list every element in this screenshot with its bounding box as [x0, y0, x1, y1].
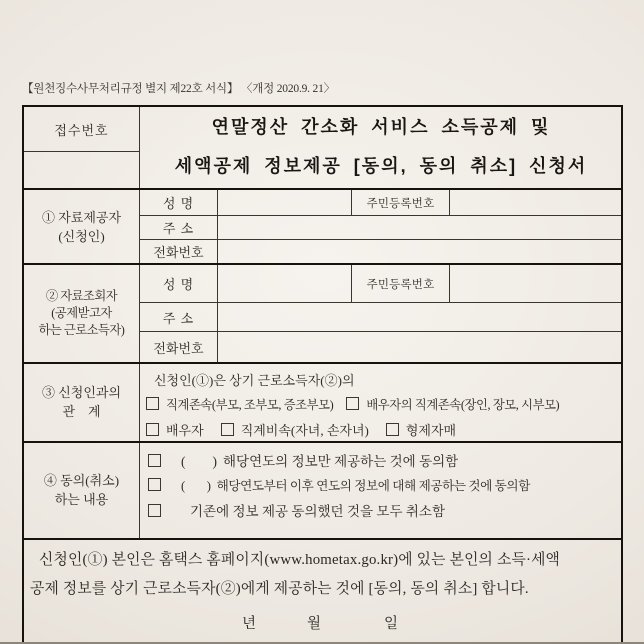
- inquirer-phone-field[interactable]: [218, 332, 621, 362]
- date-day-label: 일: [384, 616, 399, 632]
- checkbox-consent-future-years[interactable]: [148, 478, 161, 491]
- declaration-line2: 공제 정보를 상기 근로소득자(②)에게 제공하는 것에 [동의, 동의 취소] 합니다.: [30, 581, 529, 597]
- option-label: 해당연도부터 이후 연도의 정보에 대해 제공하는 것에 동의함: [216, 479, 530, 493]
- inquirer-name-field[interactable]: [218, 265, 351, 302]
- provider-rrn-label: 주민등록번호: [366, 197, 435, 210]
- consent-option-cancel-all[interactable]: [148, 499, 619, 524]
- inquirer-name-label: 성 명: [162, 277, 195, 292]
- relationship-label-line1: ③ 신청인과의: [41, 385, 122, 400]
- relationship-option-lineal-ascendant[interactable]: [146, 398, 333, 412]
- consent-option-current-year[interactable]: [148, 449, 619, 474]
- section-provider-label: [24, 190, 139, 263]
- checkbox-spouse[interactable]: [146, 423, 159, 436]
- declaration-line1: 신청인(①) 본인은 홈택스 홈페이지(www.hometax.go.kr)에 있는 본인의 소득·세액: [39, 552, 561, 568]
- option-label: 기존에 정보 제공 동의했던 것을 모두 취소함: [190, 504, 445, 519]
- consent-label-line1: ④ 동의(취소): [43, 473, 120, 488]
- inquirer-address-field[interactable]: [218, 303, 621, 331]
- checkbox-sibling[interactable]: [386, 423, 399, 436]
- grid-line-h-s4-bottom: [24, 538, 621, 540]
- date-month-label: 월: [307, 616, 322, 632]
- receipt-number-label: 접수번호: [54, 122, 109, 138]
- date-year-label: 년: [242, 616, 257, 632]
- provider-address-label: 주 소: [162, 221, 195, 236]
- checkbox-consent-cancel-all[interactable]: [148, 504, 161, 517]
- relationship-option-row1: [146, 393, 619, 418]
- relationship-label-line2: 관 계: [62, 404, 101, 419]
- relationship-options: [146, 368, 619, 443]
- table-border-right: [621, 105, 623, 644]
- consent-options: [148, 449, 619, 524]
- form-title-line1: 연말정산 간소화 서비스 소득공제 및: [211, 117, 551, 137]
- relationship-intro-text: 신청인(①)은 상기 근로소득자(②)의: [154, 373, 355, 388]
- option-label: 형제자매: [405, 423, 457, 438]
- inquirer-label-line3: 하는 근로소득자): [38, 323, 125, 337]
- section-relationship-label: [24, 364, 139, 440]
- relationship-option-lineal-descendant[interactable]: [221, 423, 369, 438]
- inquirer-address-label: 주 소: [162, 310, 195, 326]
- checkbox-consent-current-year[interactable]: [148, 454, 161, 467]
- option-label: 해당연도의 정보만 제공하는 것에 동의함: [223, 454, 459, 469]
- declaration-paragraph: [30, 546, 616, 604]
- relationship-option-spouse[interactable]: [146, 423, 204, 438]
- provider-label-line1: ① 자료제공자: [41, 209, 122, 225]
- option-label: 배우자: [166, 423, 204, 438]
- provider-name-field[interactable]: [218, 190, 351, 215]
- provider-rrn-field[interactable]: [450, 190, 621, 215]
- consent-label-line2: 하는 내용: [54, 492, 109, 507]
- receipt-number-field[interactable]: [24, 152, 139, 188]
- inquirer-label-line2: (공제받고자: [51, 306, 112, 320]
- checkbox-lineal-ascendant[interactable]: [146, 397, 159, 410]
- form-title-line2: 세액공제 정보제공 [동의, 동의 취소] 신청서: [174, 156, 588, 176]
- provider-address-field[interactable]: [218, 216, 621, 239]
- form-regulation-note: [22, 80, 335, 96]
- provider-phone-field[interactable]: [218, 240, 621, 263]
- form-note-text: 【원천징수사무처리규정 별지 제22호 서식】: [22, 83, 239, 95]
- inquirer-label-line1: ② 자료조회자: [45, 289, 118, 303]
- option-label: 배우자의 직계존속(장인, 장모, 시부모): [366, 398, 560, 412]
- provider-label-line2: (신청인): [58, 228, 105, 244]
- relationship-option-row2: [146, 418, 619, 443]
- option-label: 직계존속(부모, 조부모, 증조부모): [166, 398, 334, 412]
- relationship-option-spouse-lineal-ascendant[interactable]: [346, 398, 559, 412]
- section-inquirer-label: [24, 265, 139, 362]
- consent-year-blank[interactable]: ( ): [181, 454, 217, 469]
- section-consent-label: [24, 443, 139, 537]
- relationship-option-sibling[interactable]: [386, 423, 456, 438]
- inquirer-rrn-label: 주민등록번호: [366, 278, 435, 291]
- inquirer-phone-label: 전화번호: [153, 340, 204, 356]
- provider-phone-label: 전화번호: [153, 245, 204, 260]
- consent-option-future-years[interactable]: [148, 474, 619, 499]
- form-title: [141, 106, 621, 188]
- checkbox-lineal-descendant[interactable]: [221, 423, 234, 436]
- checkbox-spouse-lineal-ascendant[interactable]: [346, 397, 359, 410]
- option-label: 직계비속(자녀, 손자녀): [240, 423, 369, 438]
- inquirer-rrn-field[interactable]: [450, 265, 621, 302]
- provider-name-label: 성 명: [162, 196, 195, 211]
- relationship-intro: [146, 368, 619, 393]
- revision-note-text: 〈개정 2020.9. 21〉: [240, 83, 335, 95]
- consent-year-blank[interactable]: ( ): [181, 479, 211, 493]
